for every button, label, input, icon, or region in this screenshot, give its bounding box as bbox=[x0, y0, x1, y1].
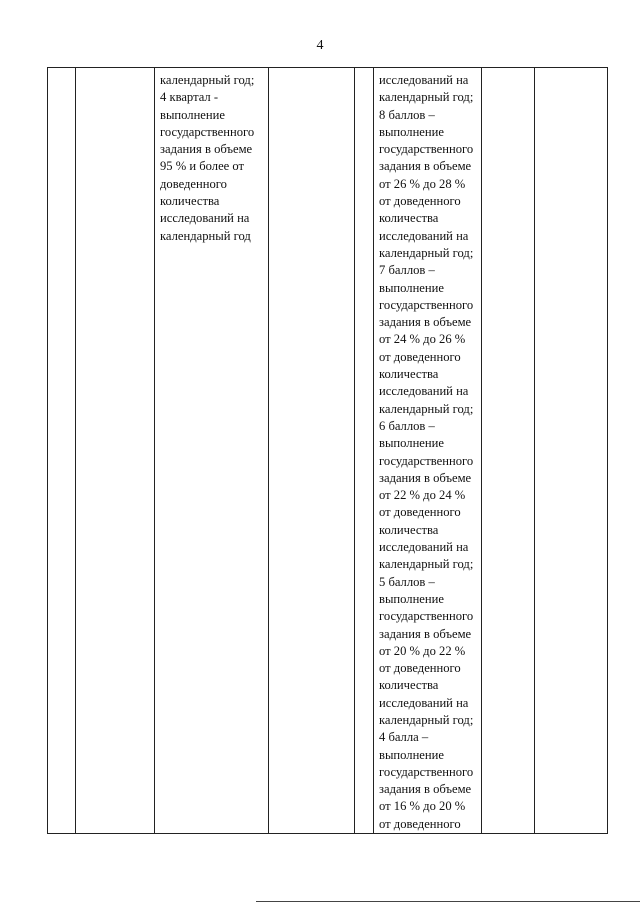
criteria-table bbox=[47, 67, 608, 834]
criteria-left-text: календарный год; 4 квартал - выполнение государственного задания в объеме 95 % и более от доведенного количества исследований на календарный год bbox=[160, 73, 255, 243]
table-row bbox=[48, 68, 608, 834]
page-bottom-rule bbox=[256, 901, 640, 902]
criteria-right-text: исследований на календарный год; 8 баллов – выполнение государственного задания в объеме от 26 % до 28 % от доведенного количества исследований на календарный год; 7 баллов – выполнение государственного задания в объеме от 24 % до 26 % от доведенного количества исследований на календарный год; 6 баллов – выполнение государственного задания в объеме от 22 % до 24 % от доведенного количества исследований на календарный год; 5 баллов – выполнение государственного задания в объеме от 20 % до 22 % от доведенного количества исследований на календарный год; 4 балла – выполнение государственного задания в объеме от 16 % до 20 % от доведенного bbox=[379, 73, 474, 831]
table-cell-criteria-left bbox=[155, 68, 269, 834]
table-cell-indicator bbox=[76, 68, 155, 834]
table-cell-criteria-right bbox=[374, 68, 482, 834]
page-number: 4 bbox=[316, 38, 324, 53]
table-cell-empty-7 bbox=[482, 68, 535, 834]
table-cell-number bbox=[48, 68, 76, 834]
table-cell-empty-4 bbox=[269, 68, 355, 834]
table-cell-empty-5 bbox=[355, 68, 374, 834]
table-cell-empty-8 bbox=[535, 68, 608, 834]
